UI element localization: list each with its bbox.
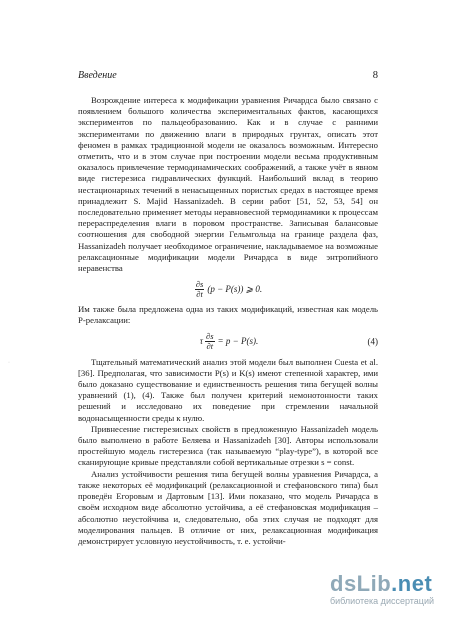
p-relaxation-equation [78,330,378,354]
watermark-logo [330,572,450,596]
fraction-numerator: ∂s [206,331,214,342]
fraction-denominator: ∂t [196,288,203,299]
watermark-tagline: библиотека диссертаций [330,596,435,606]
fraction-denominator: ∂t [206,341,214,352]
body-text [78,95,378,547]
partial-derivative [205,332,215,351]
equation-number: (4) [367,336,378,347]
paragraph-4: Привнесение гистерезисных свойств в предложенную Hassanizadeh модель было выполнено в работе Беляева и Hassanizadeh [30]. Авторы использовали простейшую модель гистерезиса (так называемую “play-type”), в которой все сканирующие кривые представляли собой вертикальные отрезки s = const. [78,423,378,468]
paragraph-1: Возрождение интереса к модификации уравнения Ричардса было связано с появлением большого количества экспериментальных фактов, касающихся экспериментов по пальцеобразованию. Как и в случае с ранними экспериментами по движению влаги в природных грунтах, описать этот феномен в рамках традиционной модели не оказалось возможным. Интересно отметить, что и в этом случае при построении модели весьма продуктивным оказалось привлечение термодинамических соображений, а также учёт в явном виде гистерезиса гидравлических функций. Наибольший вклад в теорию нестационарных течений в ненасыщенных пористых средах в настоящее время принадлежит S. Majid Hassanizadeh. В серии работ [51, 52, 53, 54] он последовательно применяет методы неравновесной термодинамики к процессам перераспределения влаги в поровом пространстве. Записывая балансовые соотношения для свободной энергии Гельмгольца на границе раздела фаз, Hassanizadeh получает необходимое ограничение, накладываемое на возможные релаксационные модификации модели Ричардса в виде энтропийного неравенства [78,95,378,274]
logo-main: dsLib [330,571,392,596]
partial-derivative [195,280,205,299]
scan-speck: · [8,360,10,366]
formula-tau: τ [199,336,204,347]
page-number: 8 [372,70,378,81]
paragraph-3: Тщательный математический анализ этой модели был выполнен Cuesta et al. [36]. Предполагая, что зависимости P(s) и K(s) имеют степенной характер, ими было доказано существование и единственность решения типа бегущей волны уравнений (1), (4). Также был получен критерий немонотонности таких решений и исследовано их поведение при стремлении начальной водонасыщенности среды к нулю. [78,356,378,423]
logo-tld: .net [391,571,433,596]
running-title: Введение [78,70,117,81]
paragraph-5: Анализ устойчивости решения типа бегущей волны уравнения Ричардса, а также некоторых её модификаций (релаксационной и стефановского типа) был проведён Егоровым и Дартовым [13]. Ими показано, что модель Ричардса в своём исходном виде абсолютно устойчива, а её стефановская модификация – абсолютно неустойчива и, следовательно, оба этих случая не подходят для моделирования пальцев. В отличие от них, релаксационная модификация демонстрирует условную неустойчивость, т. е. устойчи- [78,468,378,546]
page-header [78,70,378,84]
formula-rest: (p − P(s)) ⩾ 0. [207,283,263,294]
paragraph-2: Им также была предложена одна из таких модификаций, известная как модель P-релаксации: [78,304,378,326]
formula-rest: = p − P(s). [217,336,259,347]
fraction-numerator: ∂s [195,278,204,289]
site-watermark [330,572,450,620]
entropy-inequality [78,277,378,301]
